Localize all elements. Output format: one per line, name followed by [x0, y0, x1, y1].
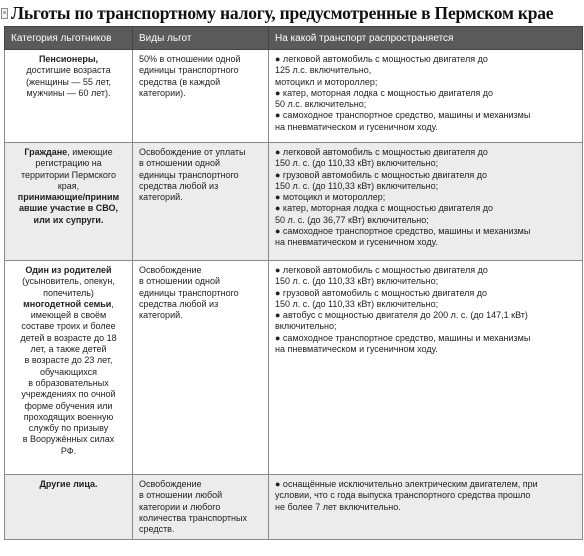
benefit-line: единицы транспортного: [139, 169, 239, 180]
benefit-line: категории и любого: [139, 501, 221, 512]
transport-line: ● катер, моторная лодка с мощностью двигателя до: [275, 87, 494, 98]
category-line: авшие участие в СВО,: [18, 203, 119, 214]
benefit-line: в отношении одной: [139, 158, 220, 169]
transport-line: мотоцикл и мотороллер;: [275, 76, 378, 87]
transport-line: ● автобус с мощностью двигателя до 200 л. с. (до 147,1 кВт): [275, 310, 528, 321]
category-line: многодетной семьи,: [23, 298, 114, 309]
benefit-line: категории).: [139, 87, 186, 98]
header-category: Категория льготников: [5, 27, 133, 50]
transport-line: ● легковой автомобиль с мощностью двигателя до: [275, 147, 488, 157]
cell-category: [5, 475, 133, 540]
transport-line: 150 л. с. (до 110,33 кВт) включительно;: [275, 158, 439, 169]
title-bar: [0, 0, 584, 26]
category-line: мужчины — 60 лет).: [26, 87, 111, 98]
header-benefit: Виды льгот: [133, 27, 269, 50]
transport-line: ● легковой автомобиль с мощностью двигателя до: [275, 265, 488, 275]
cell-category: [5, 261, 133, 475]
transport-line: условии, что с года выпуска транспортного средства прошло: [275, 490, 531, 501]
transport-line: ● оснащённые исключительно электрическим двигателем, при: [275, 479, 538, 489]
cell-transport: [269, 261, 583, 475]
cell-transport: [269, 143, 583, 261]
table-row: [5, 143, 583, 261]
category-line: составе троих и более: [21, 321, 116, 332]
category-line: регистрацию на: [35, 158, 102, 169]
category-line: проходящих военную: [23, 411, 114, 422]
category-line: Пенсионеры,: [38, 54, 99, 64]
category-line: в возрасте до 23 лет,: [24, 355, 113, 366]
category-line: или их супруги.: [33, 214, 104, 225]
table-header-row: [5, 27, 583, 50]
cell-category: [5, 143, 133, 261]
transport-line: на пневматическом и гусеничном ходу.: [275, 344, 438, 355]
benefit-line: Освобождение: [139, 479, 202, 489]
category-line: РФ.: [60, 445, 77, 456]
table-row: [5, 50, 583, 143]
transport-line: 150 л. с. (до 110,33 кВт) включительно;: [275, 298, 439, 309]
category-line: Другие лица.: [39, 479, 98, 489]
transport-line: ● катер, моторная лодка с мощностью двигателя до: [275, 203, 494, 214]
benefit-line: в отношении любой: [139, 490, 223, 501]
benefit-line: средства (в каждой: [139, 76, 221, 87]
category-line: службу по призыву: [28, 423, 109, 434]
transport-line: ● грузовой автомобиль с мощностью двигателя до: [275, 287, 487, 298]
benefit-line: средства любой из: [139, 298, 219, 309]
transport-line: ● самоходное транспортное средство, машины и механизмы: [275, 110, 531, 121]
category-line: Один из родителей: [25, 265, 112, 275]
broken-image-icon: [1, 8, 8, 19]
cell-benefit: [133, 50, 269, 143]
transport-line: ● самоходное транспортное средство, машины и механизмы: [275, 226, 531, 237]
benefits-table: [4, 26, 583, 540]
transport-line: ● грузовой автомобиль с мощностью двигателя до: [275, 169, 487, 180]
transport-line: на пневматическом и гусеничном ходу.: [275, 121, 438, 132]
transport-line: 125 л.с. включительно,: [275, 65, 372, 76]
benefit-line: средств.: [139, 524, 175, 535]
category-line: в образовательных: [28, 377, 109, 388]
table-row: [5, 261, 583, 475]
benefit-line: количества транспортных: [139, 512, 247, 523]
transport-line: 50 л.с. включительно;: [275, 99, 367, 110]
benefit-line: категорий.: [139, 192, 183, 203]
transport-line: ● легковой автомобиль с мощностью двигателя до: [275, 54, 488, 64]
category-line: территории Пермского: [21, 169, 116, 180]
benefit-line: единицы транспортного: [139, 287, 239, 298]
category-line: края,: [57, 180, 80, 191]
transport-line: включительно;: [275, 321, 337, 332]
cell-benefit: [133, 261, 269, 475]
page-title: Льготы по транспортному налогу, предусмотренные в Пермском крае: [11, 2, 554, 23]
category-line: имеющей в своём: [30, 310, 107, 321]
benefit-line: Освобождение: [139, 265, 202, 275]
benefit-line: 50% в отношении одной: [139, 54, 241, 64]
category-line: обучающихся: [39, 366, 98, 377]
transport-line: ● мотоцикл и мотороллер;: [275, 192, 386, 203]
table-row: [5, 475, 583, 540]
transport-line: 150 л. с. (до 110,33 кВт) включительно;: [275, 180, 439, 191]
category-line: в Вооружённых силах: [22, 434, 115, 445]
cell-category: [5, 50, 133, 143]
benefit-line: единицы транспортного: [139, 65, 239, 76]
cell-transport: [269, 475, 583, 540]
transport-line: не более 7 лет включительно.: [275, 501, 401, 512]
cell-benefit: [133, 475, 269, 540]
transport-line: 50 л. с. (до 36,77 кВт) включительно;: [275, 214, 429, 225]
category-line: (усыновитель, опекун,: [22, 276, 115, 287]
category-line: форме обучения или: [24, 400, 113, 411]
transport-line: на пневматическом и гусеничном ходу.: [275, 237, 438, 248]
category-line: детей в возрасте до 18: [20, 332, 117, 343]
header-transport: На какой транспорт распространяется: [269, 27, 583, 50]
category-line: достигшие возраста: [26, 65, 111, 76]
category-line: попечитель): [43, 287, 94, 298]
benefit-line: Освобождение от уплаты: [139, 147, 246, 157]
cell-benefit: [133, 143, 269, 261]
category-line: (женщины — 55 лет,: [26, 76, 111, 87]
benefit-line: в отношении одной: [139, 276, 220, 287]
benefit-line: категорий.: [139, 310, 183, 321]
category-line: учреждениях по очной: [21, 389, 116, 400]
transport-line: 150 л. с. (до 110,33 кВт) включительно;: [275, 276, 439, 287]
category-line: лет, а также детей: [30, 344, 107, 355]
category-line: Граждане, имеющие: [24, 147, 113, 157]
benefit-line: средства любой из: [139, 180, 219, 191]
cell-transport: [269, 50, 583, 143]
transport-line: ● самоходное транспортное средство, машины и механизмы: [275, 332, 531, 343]
category-line: принимающие/приним: [17, 192, 120, 203]
